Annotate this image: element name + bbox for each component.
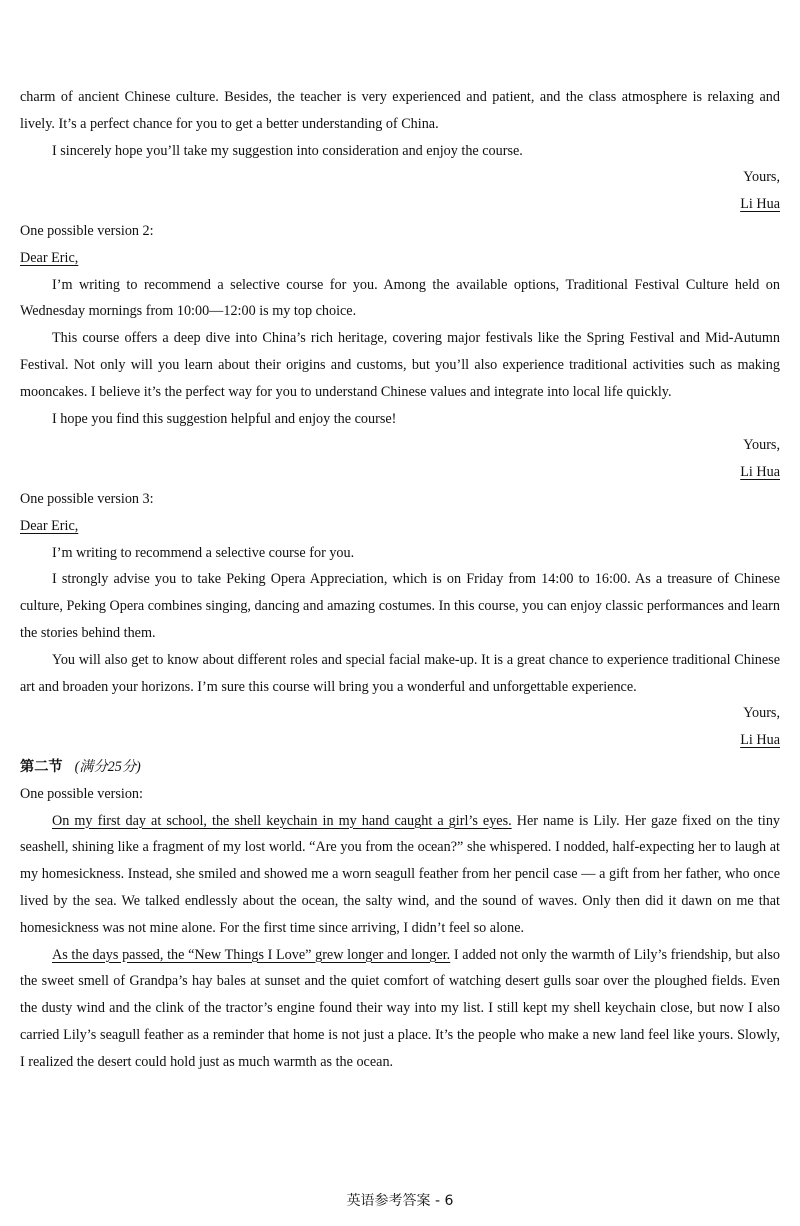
v1-signature: Li Hua bbox=[740, 196, 780, 213]
continuation-paragraph-2: As the days passed, the “New Things I Love” grew longer and longer. I added not only the warmth of Lily’s friendship, but also the sweet smell of Grandpa’s hay bales at sunset and the quiet comfort of watching desert gulls soar over the ploughed fields. Even the dusty wind and the clink of the tractor’s engine found their way into my list. I still kept my shell keychain close, but now I also carried Lily’s seagull feather as a reminder that home is not just a place. It’s the people who make a new land feel like yours. Slowly, I realized the desert could hold just as much warmth as the ocean. bbox=[20, 946, 780, 1070]
page-footer: 英语参考答案 - 6 bbox=[346, 1193, 454, 1209]
v3-heading: One possible version 3: bbox=[20, 490, 154, 507]
v3-signature: Li Hua bbox=[740, 732, 780, 749]
v2-closing: Yours, bbox=[743, 437, 780, 454]
section-2-version-label: One possible version: bbox=[20, 785, 143, 802]
v2-signature: Li Hua bbox=[740, 464, 780, 481]
v2-heading: One possible version 2: bbox=[20, 222, 154, 239]
v2-paragraph-3: I hope you find this suggestion helpful and enjoy the course! bbox=[52, 410, 397, 427]
v2-paragraph-1: I’m writing to recommend a selective course for you. Among the available options, Traditional Festival Culture held on Wednesday mornings from 10:00—12:00 is my top choice. bbox=[20, 276, 780, 320]
v2-greeting: Dear Eric, bbox=[20, 249, 79, 266]
given-opening-sentence-2: As the days passed, the “New Things I Love” grew longer and longer. bbox=[52, 946, 451, 963]
v1-paragraph-1: charm of ancient Chinese culture. Besides, the teacher is very experienced and patient, and the class atmosphere is relaxing and lively. It’s a perfect chance for you to get a better understanding of China. bbox=[20, 89, 780, 132]
answer-page bbox=[20, 84, 780, 1075]
section-2-score: (满分25分) bbox=[74, 758, 141, 775]
section-2-title: 第二节 bbox=[20, 758, 63, 775]
v3-paragraph-1: I’m writing to recommend a selective course for you. bbox=[52, 544, 355, 561]
v2-paragraph-2: This course offers a deep dive into China’s rich heritage, covering major festivals like the Spring Festival and Mid-Autumn Festival. Not only will you learn about their origins and customs, but you’ll also experience traditional activities such as making mooncakes. I believe it’s the perfect way for you to understand Chinese values and integrate into local life quickly. bbox=[20, 330, 780, 400]
v3-paragraph-3: You will also get to know about different roles and special facial make-up. It is a great chance to experience traditional Chinese art and broaden your horizons. I’m sure this course will bring you a wonderful and unforgettable experience. bbox=[20, 651, 780, 695]
continuation-paragraph-1: On my first day at school, the shell keychain in my hand caught a girl’s eyes. Her name is Lily. Her gaze fixed on the tiny seashell, shining like a fragment of my lost world. “Are you from the ocean?” she whispered. I nodded, half-expecting her to laugh at my homesickness. Instead, she smiled and showed me a worn seagull feather from her pencil case — a gift from her father, who once lived by the sea. We talked endlessly about the ocean, the salty wind, and the sound of waves. Only then did it dawn on me that homesickness was not mine alone. For the first time since arriving, I didn’t feel so alone. bbox=[20, 812, 781, 936]
section-2-heading bbox=[20, 754, 780, 781]
v1-paragraph-2: I sincerely hope you’ll take my suggestion into consideration and enjoy the course. bbox=[52, 142, 523, 159]
given-opening-sentence-1: On my first day at school, the shell keychain in my hand caught a girl’s eyes. bbox=[52, 812, 512, 829]
v3-paragraph-2: I strongly advise you to take Peking Opera Appreciation, which is on Friday from 14:00 to 16:00. As a treasure of Chinese culture, Peking Opera combines singing, dancing and amazing costumes. In this course, you can enjoy classic performances and learn the stories behind them. bbox=[20, 571, 780, 641]
v3-greeting: Dear Eric, bbox=[20, 517, 79, 534]
v3-closing: Yours, bbox=[743, 705, 780, 722]
v1-closing: Yours, bbox=[743, 169, 780, 186]
